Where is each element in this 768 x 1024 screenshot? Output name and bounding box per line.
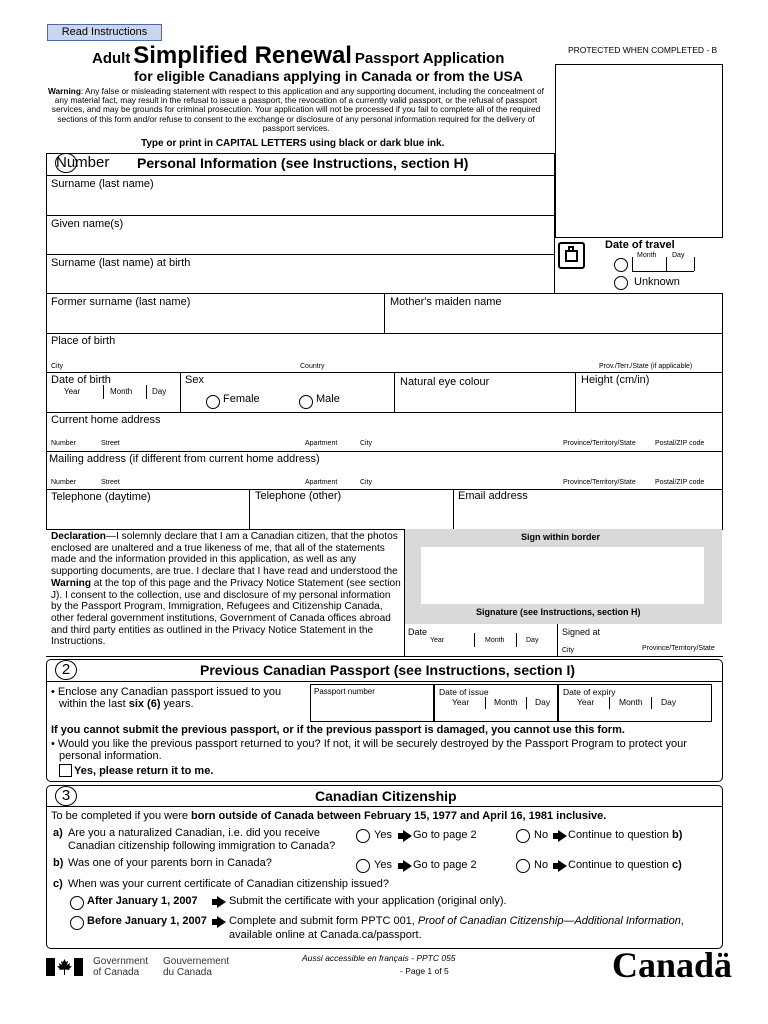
dob-day-label: Day — [152, 387, 167, 396]
enclose-passport-line2 — [59, 698, 194, 710]
section-3-title: Canadian Citizenship — [315, 788, 457, 804]
surname-label: Surname (last name) — [51, 178, 154, 190]
before-2007-radio[interactable] — [70, 916, 84, 930]
question-a-label: a) — [53, 827, 63, 839]
eye-colour-label: Natural eye colour — [400, 376, 490, 388]
expiry-year-label: Year — [577, 697, 595, 707]
sex-female-radio[interactable] — [206, 395, 220, 409]
dob-field[interactable] — [48, 398, 178, 410]
arrow-icon — [403, 860, 412, 872]
height-label: Height (cm/in) — [581, 374, 650, 386]
arrow-icon — [217, 896, 226, 908]
before-comma: , — [680, 915, 684, 927]
return-passport-checkbox[interactable] — [59, 764, 72, 777]
mail-postal-label: Postal/ZIP code — [655, 479, 705, 486]
decl-year-label: Year — [430, 637, 445, 644]
warning-text — [46, 87, 546, 133]
dob-label: Date of birth — [51, 374, 111, 386]
decl-month-label: Month — [485, 637, 505, 644]
declaration-warning: Warning — [51, 577, 91, 589]
travel-date-label: Date of travel — [605, 239, 675, 251]
expiry-day-label: Day — [661, 697, 677, 707]
question-b-label: b) — [53, 857, 64, 869]
travel-month-label: Month — [637, 252, 657, 259]
home-address-label: Current home address — [51, 414, 161, 426]
signed-at-label: Signed at — [562, 627, 601, 637]
before-text: Complete and submit form PPTC 001, — [229, 915, 418, 927]
decl-day-label: Day — [526, 637, 539, 644]
before-2007-label: Before January 1, 2007 — [87, 915, 207, 927]
question-b-no-label: No — [534, 859, 549, 871]
question-a-goto: Go to page 2 — [413, 829, 477, 841]
home-province-label: Province/Territory/State — [563, 440, 636, 447]
form-title — [92, 42, 504, 70]
after-2007-radio[interactable] — [70, 896, 84, 910]
question-b-yes-radio[interactable] — [356, 859, 370, 873]
cannot-submit-warning: If you cannot submit the previous passport, or if the previous passport is damaged, you cannot use this form. — [51, 724, 625, 736]
question-a-no-label: No — [534, 829, 549, 841]
intro-text: To be completed if you were — [51, 810, 192, 822]
decl-date-label: Date — [408, 627, 428, 637]
continue-text: Continue to question — [568, 859, 672, 871]
warning-label: Warning — [48, 86, 81, 96]
section-1-title: Personal Information (see Instructions, section H) — [137, 155, 469, 171]
section-1-number: Number — [56, 154, 110, 171]
tel-other-label: Telephone (other) — [255, 490, 342, 502]
warning-body: : Any false or misleading statement with respect to this application and any supporting document, including the concealment of any material fact, may result in the refusal to issue a passport, the revocation of a currently valid passport, or the refusal of passport services, and may be grounds for criminal prosecution. Your application will not be processed if you fail to complete all of the required sections of this form and/or refuse to consent to the exchange or disclosure of any personal information required for the delivery of passport services. — [51, 86, 544, 133]
expiry-month-label: Month — [619, 697, 643, 707]
mail-number-label: Number — [51, 479, 76, 486]
after-2007-label: After January 1, 2007 — [87, 895, 198, 907]
question-a-continue — [568, 829, 682, 841]
form-subtitle: for eligible Canadians applying in Canada or from the USA — [134, 68, 523, 84]
gov-fr-line1: Gouvernement — [163, 956, 230, 967]
canada-wordmark: Canadä — [612, 945, 733, 985]
enclose-six: six (6) — [128, 698, 161, 710]
issue-month-label: Month — [494, 697, 518, 707]
declaration-body-1: —I solemnly declare that I am a Canadian citizen, that the photos enclosed are unaltered and a true likeness of me, that all of the statements made and the information provided in this application, as well as any supporting documents, are true. I declare that I have read and understood the — [51, 531, 398, 578]
continue-target: b) — [671, 829, 683, 841]
home-postal-label: Postal/ZIP code — [655, 440, 705, 447]
question-b-goto: Go to page 2 — [413, 859, 477, 871]
pob-country-label: Country — [300, 363, 325, 370]
sex-label: Sex — [185, 374, 204, 386]
dob-month-label: Month — [110, 387, 133, 396]
canada-flag-icon — [46, 958, 83, 976]
before-form-title: Proof of Canadian Citizenship—Additional Information — [417, 915, 681, 927]
declaration-body-2: at the top of this page and the Privacy Notice Statement (see section J). I consent to the collection, use and disclosure of my personal information by the Passport Program, Immigration, Refugees and Citizenship Canada, other federal government institutions, Government of Canada offices abroad and third party entities as outlined in the Privacy Notice Statement in the Instructions. — [51, 577, 401, 648]
sex-male-radio[interactable] — [299, 395, 313, 409]
return-question-line2: personal information. — [59, 750, 162, 762]
protected-label: PROTECTED WHEN COMPLETED - B — [568, 45, 718, 55]
after-2007-instruction: Submit the certificate with your application (original only). — [229, 895, 507, 907]
pob-prov-label: Prov./Terr./State (if applicable) — [599, 363, 693, 370]
enclose-years: years. — [160, 698, 194, 710]
arrow-icon — [403, 830, 412, 842]
given-names-label: Given name(s) — [51, 218, 124, 230]
home-number-label: Number — [51, 440, 76, 447]
passport-number-label: Passport number — [314, 687, 375, 696]
return-passport-label: Yes, please return it to me. — [74, 765, 214, 777]
question-a-line2: Canadian citizenship following immigration to Canada? — [68, 840, 336, 852]
title-main: Simplified Renewal — [133, 42, 352, 69]
continue-target: c) — [671, 859, 682, 871]
continue-text: Continue to question — [568, 829, 672, 841]
read-instructions-button[interactable]: Read Instructions — [47, 24, 162, 41]
arrow-icon — [558, 830, 567, 842]
mail-street-label: Street — [101, 479, 120, 486]
before-2007-instruction-2: available online at Canada.ca/passport. — [229, 929, 422, 941]
issue-year-label: Year — [452, 697, 470, 707]
surname-at-birth-label: Surname (last name) at birth — [51, 257, 191, 269]
email-label: Email address — [458, 490, 528, 502]
page-number: - Page 1 of 5 — [400, 966, 449, 976]
declaration-text — [51, 531, 401, 648]
question-b-yes-label: Yes — [374, 859, 392, 871]
date-issue-label: Date of issue — [439, 687, 489, 697]
signature-box[interactable] — [421, 547, 704, 604]
travel-date-radio[interactable] — [614, 258, 628, 272]
home-street-label: Street — [101, 440, 120, 447]
title-tail: Passport Application — [354, 50, 505, 67]
enclose-passport-line1: • Enclose any Canadian passport issued to you — [51, 686, 282, 698]
issue-day-label: Day — [535, 697, 551, 707]
tel-daytime-label: Telephone (daytime) — [51, 491, 151, 503]
citizenship-intro — [51, 810, 606, 822]
question-a-no-radio[interactable] — [516, 829, 530, 843]
dob-year-label: Year — [64, 387, 81, 396]
home-apartment-label: Apartment — [305, 440, 338, 447]
pob-city-label: City — [51, 363, 64, 370]
section-2-title: Previous Canadian Passport (see Instructions, section I) — [200, 662, 575, 678]
former-surname-label: Former surname (last name) — [51, 296, 191, 308]
question-b-no-radio[interactable] — [516, 859, 530, 873]
before-2007-instruction — [229, 915, 684, 927]
decl-date-field[interactable] — [406, 645, 556, 655]
mailing-address-label: Mailing address (if different from current home address) — [49, 453, 320, 465]
place-of-birth-label: Place of birth — [51, 335, 116, 347]
date-expiry-label: Date of expiry — [563, 687, 616, 697]
mail-province-label: Province/Territory/State — [563, 479, 636, 486]
travel-unknown-label: Unknown — [634, 276, 680, 288]
mother-maiden-label: Mother's maiden name — [390, 296, 502, 308]
mail-city-label: City — [360, 479, 373, 486]
signed-province-label: Province/Territory/State — [642, 645, 715, 652]
sign-within-label: Sign within border — [521, 532, 600, 542]
intro-dates: born outside of Canada between February 15, 1977 and April 16, 1981 inclusive. — [191, 810, 607, 822]
home-city-label: City — [360, 440, 373, 447]
section-2-number: 2 — [55, 660, 77, 680]
question-b-continue — [568, 859, 682, 871]
arrow-icon — [217, 916, 226, 928]
french-availability: Aussi accessible en français - PPTC 055 — [302, 953, 456, 963]
question-c-label: c) — [53, 878, 63, 890]
declaration-label: Declaration — [51, 531, 106, 542]
travel-unknown-radio[interactable] — [614, 276, 628, 290]
enclose-text: within the last — [59, 698, 129, 710]
sex-male-label: Male — [316, 393, 340, 405]
question-a-line1: Are you a naturalized Canadian, i.e. did you receive — [68, 827, 320, 839]
sex-female-label: Female — [223, 393, 260, 405]
signed-at-field[interactable] — [558, 638, 721, 654]
question-b-text: Was one of your parents born in Canada? — [68, 857, 272, 869]
section-3-number: 3 — [55, 786, 77, 806]
travel-day-label: Day — [672, 252, 685, 259]
gov-en-line2: of Canada — [93, 967, 140, 978]
question-a-yes-label: Yes — [374, 829, 392, 841]
signed-city-label: City — [562, 647, 575, 654]
type-print-instruction: Type or print in CAPITAL LETTERS using black or dark blue ink. — [141, 138, 445, 149]
mail-apartment-label: Apartment — [305, 479, 338, 486]
arrow-icon — [558, 860, 567, 872]
travel-icon — [558, 242, 585, 269]
gov-fr-line2: du Canada — [163, 967, 212, 978]
return-question-line1: • Would you like the previous passport returned to you? If not, it will be securely destroyed by the Passport Program to protect your — [51, 738, 687, 750]
signature-label: Signature (see Instructions, section H) — [476, 607, 641, 617]
question-a-yes-radio[interactable] — [356, 829, 370, 843]
photo-area — [555, 64, 723, 238]
title-adult: Adult — [92, 50, 131, 67]
question-c-text: When was your current certificate of Canadian citizenship issued? — [68, 878, 389, 890]
gov-en-line1: Government — [93, 956, 149, 967]
